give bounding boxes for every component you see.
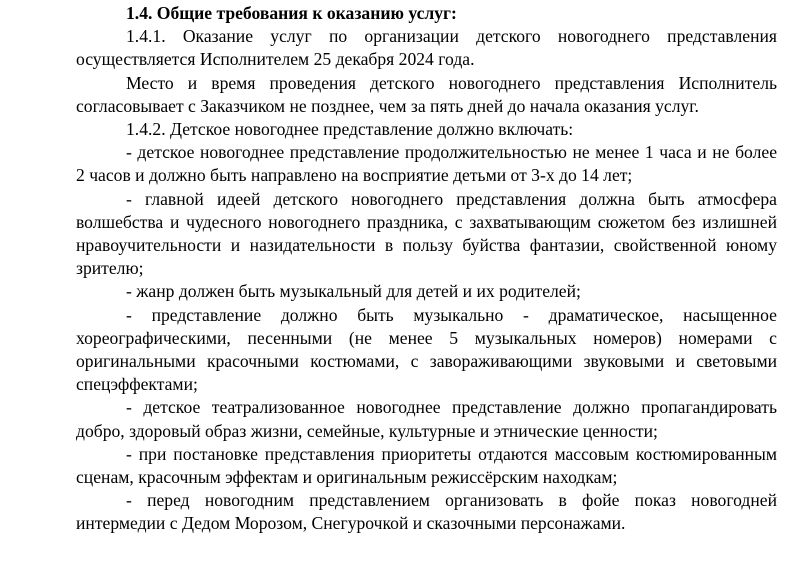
list-item-duration: - детское новогоднее представление продолжительностью не менее 1 часа и не более 2 часов и должно быть направлено на восприятие детьми от 3-х до 14 лет; (76, 142, 777, 186)
list-item-values: - детское театрализованное новогоднее представление должно пропагандировать добро, здоровый образ жизни, семейные, культурные и этнические ценности; (76, 397, 777, 441)
document-page (76, 2, 777, 536)
paragraph-place-time: Место и время проведения детского новогоднего представления Исполнитель согласовывает с Заказчиком не позднее, чем за пять дней до начала оказания услуг. (76, 72, 777, 116)
list-item-main-idea: - главной идеей детского новогоднего представления должна быть атмосфера волшебства и чудесного новогоднего праздника, с захватывающим сюжетом без излишней нравоучительности и назидательности в пользу буйства фантазии, свойственной юному зрителю; (76, 188, 777, 279)
section-heading: 1.4. Общие требования к оказанию услуг: (126, 3, 457, 23)
list-item-musical-drama: - представление должно быть музыкально - драматическое, насыщенное хореографическими, песенными (не менее 5 музыкальных номеров) номерами с оригинальными красочными костюмами, с завораживающими звуковыми и световыми спецэффектами; (76, 304, 777, 395)
list-item-priorities: - при постановке представления приоритеты отдаются массовым костюмированным сценам, красочным эффектам и оригинальным режиссёрским находкам; (76, 443, 777, 488)
paragraph-1-4-2: 1.4.2. Детское новогоднее представление должно включать: (126, 119, 574, 140)
list-item-foyer-interlude: - перед новогодним представлением организовать в фойе показ новогодней интермедии с Дедом Морозом, Снегурочкой и сказочными персонажами. (76, 490, 777, 534)
list-item-genre: - жанр должен быть музыкальный для детей и их родителей; (126, 281, 581, 302)
paragraph-1-4-1: 1.4.1. Оказание услуг по организации детского новогоднего представления осуществляется Исполнителем 25 декабря 2024 года. (76, 26, 777, 70)
